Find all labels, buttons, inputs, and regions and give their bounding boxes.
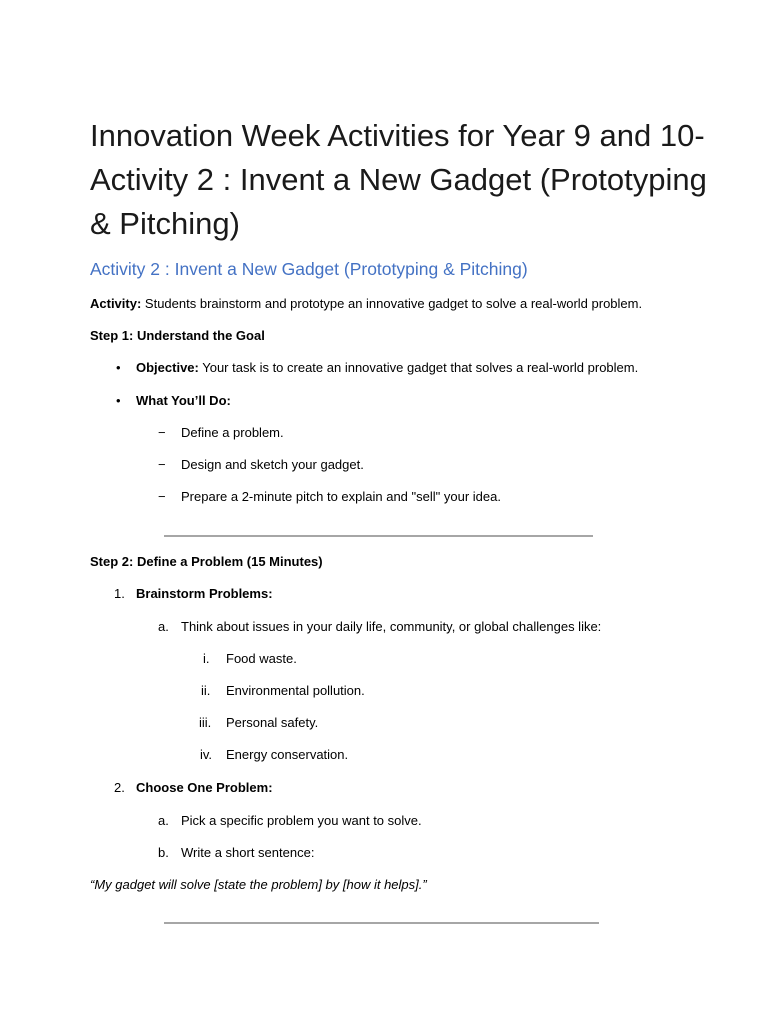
number-marker: 2. [114,780,125,795]
horizontal-rule [164,535,593,537]
objective-text: Your task is to create an innovative gadget that solves a real-world problem. [198,360,639,375]
dash-marker: − [158,489,166,504]
step2-title: Step 2: Define a Problem (15 Minutes) [90,554,323,569]
todo-label: What You’ll Do: [136,393,231,408]
activity-intro [90,295,642,313]
activity-heading: Activity 2 : Invent a New Gadget (Prototyping & Pitching) [90,259,528,279]
activity-intro-text: Students brainstorm and prototype an innovative gadget to solve a real-world problem. [141,296,643,311]
roman-marker: ii. [201,683,211,698]
todo-item: Define a problem. [181,425,284,440]
number-marker: 1. [114,586,125,601]
dash-marker: − [158,425,166,440]
dash-marker: − [158,457,166,472]
choose-problem-label: Choose One Problem: [136,780,273,795]
gadget-quote: “My gadget will solve [state the problem] by [how it helps].” [90,877,427,892]
document-title: Innovation Week Activities for Year 9 and 10- Activity 2 : Invent a New Gadget (Prototyping & Pitching) [90,117,707,241]
example-item: Personal safety. [226,715,319,730]
letter-marker: b. [158,845,169,860]
objective-label: Objective: [136,360,199,375]
example-item: Environmental pollution. [226,683,365,698]
brainstorm-prompt: Think about issues in your daily life, community, or global challenges like: [181,619,602,634]
step1-objective [136,359,638,377]
choose-step-a: Pick a specific problem you want to solve. [181,813,422,828]
choose-step-b: Write a short sentence: [181,845,315,860]
letter-marker: a. [158,619,169,634]
todo-item: Design and sketch your gadget. [181,457,364,472]
brainstorm-label: Brainstorm Problems: [136,586,273,601]
todo-item: Prepare a 2-minute pitch to explain and "sell" your idea. [181,489,501,504]
letter-marker: a. [158,813,169,828]
activity-intro-label: Activity: [90,296,142,311]
step1-title: Step 1: Understand the Goal [90,328,265,343]
roman-marker: iv. [200,747,213,762]
roman-marker: iii. [199,715,212,730]
example-item: Energy conservation. [226,747,349,762]
example-item: Food waste. [226,651,297,666]
roman-marker: i. [203,651,210,666]
bullet-marker: • [116,360,121,375]
bullet-marker: • [116,393,121,408]
horizontal-rule [164,922,599,924]
